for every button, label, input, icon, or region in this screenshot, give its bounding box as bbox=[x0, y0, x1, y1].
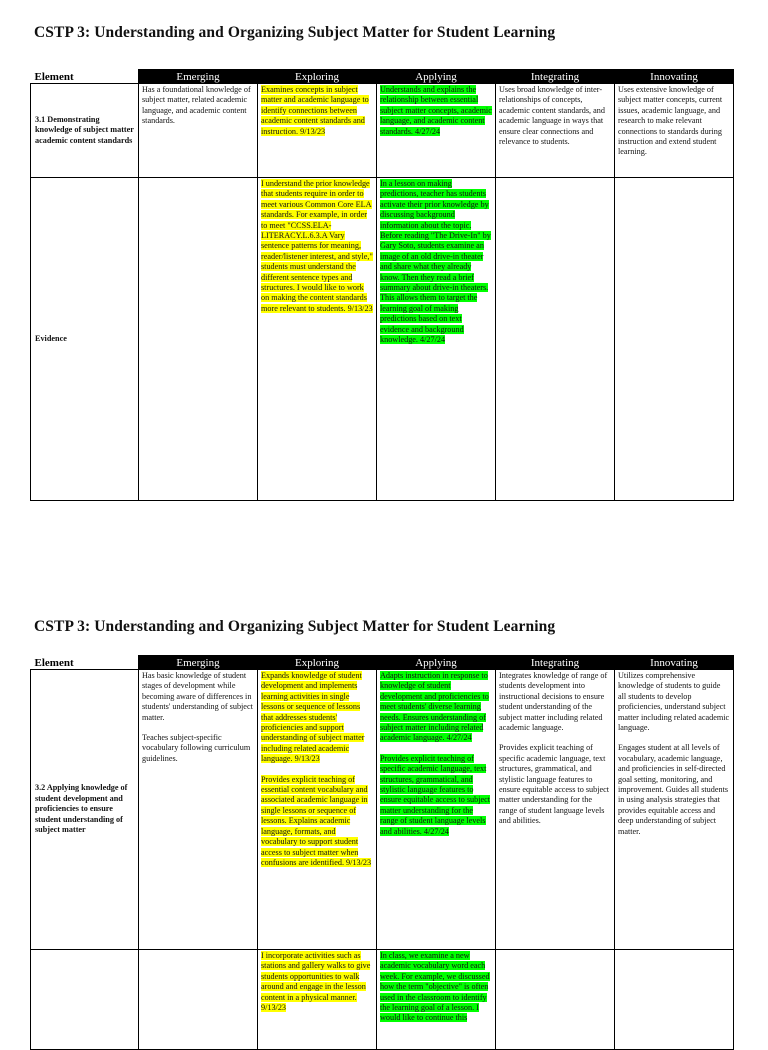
level-header-integrating: Integrating bbox=[496, 70, 615, 84]
evidence-innovating bbox=[615, 178, 734, 501]
highlighted-text: Expands knowledge of student development and implements learning activities in single lessons or sequence of lessons that addresses students' proficiencies and support understanding of subject matter including related academic language. 9/13/23 bbox=[261, 671, 365, 764]
descriptor-text: Has a foundational knowledge of subject matter, related academic language, and academic content standards. bbox=[142, 85, 251, 126]
descriptor-emerging bbox=[139, 670, 258, 950]
highlighted-text: In a lesson on making predictions, teacher has students activate their prior knowledge by discussing background information about the topic. Before reading "The Drive-In" by Gary Soto, students examine an image of an old drive-in theater and share what they already know. Then they read a brief summary about drive-in theaters. This allows them to target the learning goal of making predictions based on text evidence and background knowledge. 4/27/24 bbox=[380, 179, 491, 345]
evidence-integrating bbox=[496, 950, 615, 1050]
descriptor-text: Utilizes comprehensive knowledge of students to guide all students to develop proficiencies, understand subject matter including related academic language. bbox=[618, 671, 730, 733]
descriptor-innovating bbox=[615, 670, 734, 950]
descriptor-emerging bbox=[139, 84, 258, 178]
descriptor-text: Uses broad knowledge of inter-relationships of concepts, academic content standards, and academic language in ways that ensure clear connections and relevance to students. bbox=[499, 85, 605, 147]
descriptor-text: Integrates knowledge of range of students development into instructional decisions to ensure student understanding of the subject matter including related academic language. bbox=[499, 671, 608, 733]
descriptor-text: Engages student at all levels of vocabulary, academic language, and proficiencies in self-directed goal setting, monitoring, and improvement. Guides all students in using analysis strategies that provides equitable access and deep understanding of subject matter. bbox=[618, 743, 729, 836]
highlighted-text: Understands and explains the relationship between essential subject matter concepts, academic language, and academic content standards. 4/27/24 bbox=[380, 85, 492, 136]
highlighted-text: I incorporate activities such as stations and gallery walks to give students opportunities to walk around and engage in the lesson content in a physical manner. 9/13/23 bbox=[261, 951, 371, 1013]
evidence-label-cell bbox=[31, 950, 139, 1050]
evidence-exploring bbox=[258, 178, 377, 501]
evidence-integrating bbox=[496, 178, 615, 501]
highlighted-text: Adapts instruction in response to knowledge of student development and proficiencies to meet students' diverse learning needs. Ensures understanding of subject matter including related academic language. 4/27/24 bbox=[380, 671, 489, 743]
highlighted-text: Provides explicit teaching of specific academic language, text structures, grammatical, and stylistic language features to ensure equitable access to subject matter understanding for the range of student language levels and abilities. 4/27/24 bbox=[380, 753, 491, 836]
highlighted-text: I understand the prior knowledge that students require in order to meet various Common Core ELA standards. For example, in order to meet "CCSS.ELA-LITERACY.L.6.3.A Vary sentence patterns for meaning, reader/listener interest, and style," students must understand the different sentence types and structures. I would like to work on making the content standards more relevant to students. 9/13/23 bbox=[261, 179, 373, 313]
element-label: 3.1 Demonstrating knowledge of subject matter academic content standards bbox=[31, 84, 139, 178]
level-header-emerging: Emerging bbox=[139, 70, 258, 84]
descriptor-applying bbox=[377, 670, 496, 950]
level-header-integrating: Integrating bbox=[496, 656, 615, 670]
section-title: CSTP 3: Understanding and Organizing Subject Matter for Student Learning bbox=[34, 618, 556, 635]
rubric-table bbox=[30, 655, 734, 1050]
descriptor-integrating bbox=[496, 670, 615, 950]
evidence-emerging bbox=[139, 178, 258, 501]
descriptor-applying bbox=[377, 84, 496, 178]
descriptor-text: Provides explicit teaching of specific academic language, text structures, grammatical, and stylistic language features to ensure equitable access to subject matter understanding for the range of student language levels and abilities. bbox=[499, 743, 610, 826]
evidence-label: Evidence bbox=[31, 178, 139, 501]
level-header-applying: Applying bbox=[377, 70, 496, 84]
descriptor-exploring bbox=[258, 84, 377, 178]
highlighted-text: Provides explicit teaching of essential content vocabulary and associated academic language in single lessons or sequence of lessons. Explains academic language, formats, and vocabulary to support student access to subject matter when confusions are identified. 9/13/23 bbox=[261, 774, 372, 867]
element-header: Element bbox=[31, 70, 139, 84]
highlighted-text: Examines concepts in subject matter and academic language to identify connections between academic content standards and instruction. 9/13/23 bbox=[261, 85, 369, 136]
rubric-table bbox=[30, 69, 734, 501]
descriptor-integrating bbox=[496, 84, 615, 178]
evidence-applying bbox=[377, 950, 496, 1050]
section-title: CSTP 3: Understanding and Organizing Subject Matter for Student Learning bbox=[34, 24, 556, 41]
level-header-innovating: Innovating bbox=[615, 70, 734, 84]
descriptor-text: Teaches subject-specific vocabulary following curriculum guidelines. bbox=[142, 733, 251, 763]
level-header-emerging: Emerging bbox=[139, 656, 258, 670]
level-header-applying: Applying bbox=[377, 656, 496, 670]
evidence-exploring bbox=[258, 950, 377, 1050]
evidence-innovating bbox=[615, 950, 734, 1050]
highlighted-text: In class, we examine a new academic vocabulary word each week. For example, we discussed how the term "objective" is often used in the classroom to identify the learning goal of a lesson. I would like to continue this bbox=[380, 951, 490, 1023]
evidence-applying bbox=[377, 178, 496, 501]
element-label: 3.2 Applying knowledge of student development and proficiencies to ensure student understanding of subject matter bbox=[31, 670, 139, 950]
element-header: Element bbox=[31, 656, 139, 670]
descriptor-innovating bbox=[615, 84, 734, 178]
evidence-emerging bbox=[139, 950, 258, 1050]
level-header-exploring: Exploring bbox=[258, 70, 377, 84]
descriptor-exploring bbox=[258, 670, 377, 950]
descriptor-text: Uses extensive knowledge of subject matter concepts, current issues, academic language, and research to make relevant connections to standards during instruction and extend student learning. bbox=[618, 85, 723, 157]
descriptor-text: Has basic knowledge of student stages of development while becoming aware of differences in students' understanding of subject matter. bbox=[142, 671, 253, 722]
level-header-exploring: Exploring bbox=[258, 656, 377, 670]
level-header-innovating: Innovating bbox=[615, 656, 734, 670]
